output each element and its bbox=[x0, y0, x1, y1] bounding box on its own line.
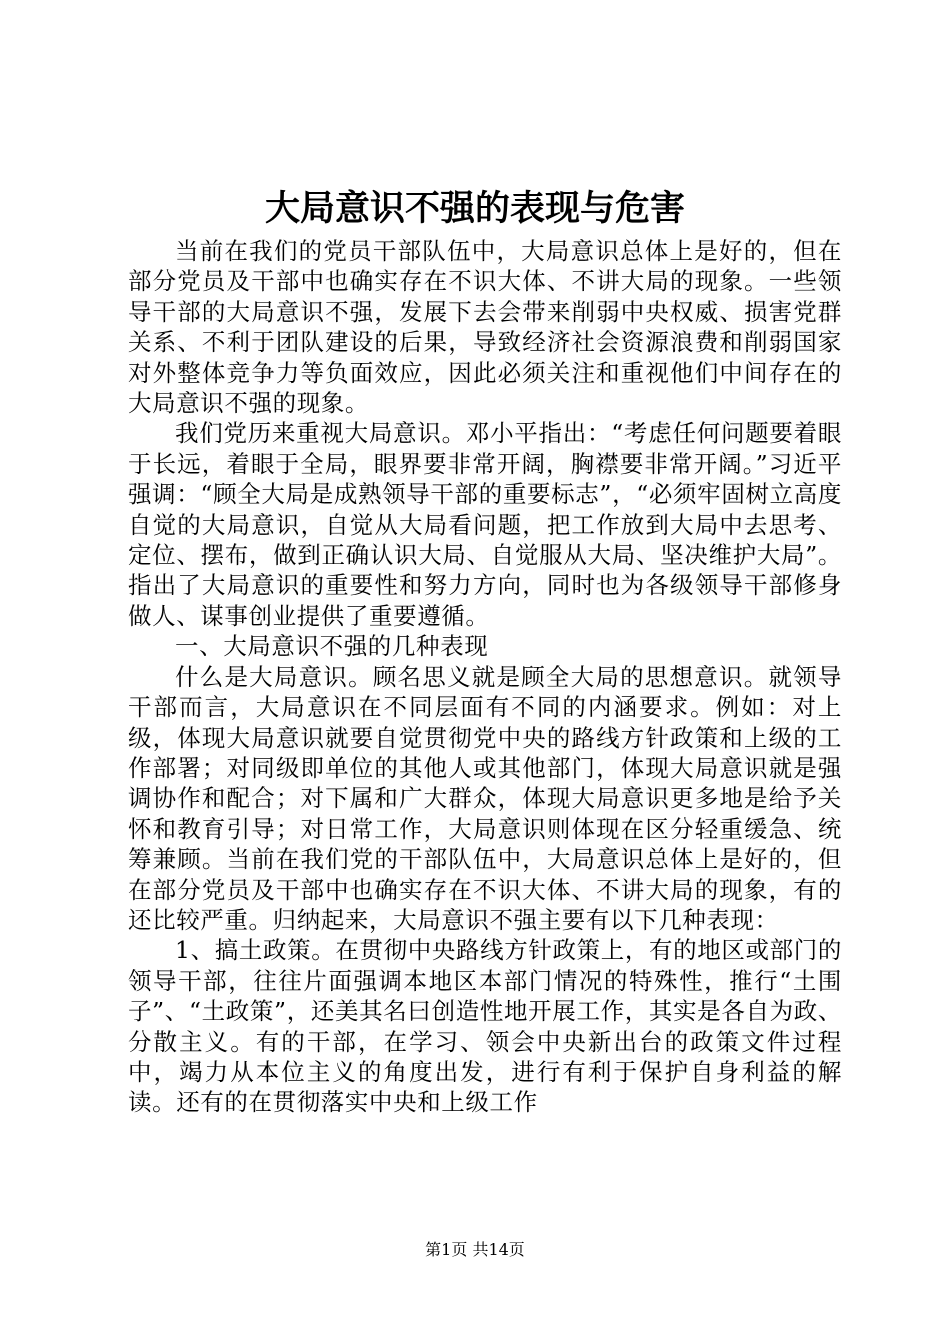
document-title: 大局意识不强的表现与危害 bbox=[264, 188, 685, 229]
paragraph-history: 我们党历来重视大局意识。邓小平指出：“考虑任何问题要着眼于长远，着眼于全局，眼界要非常开阔，胸襟要非常开阔。”习近平强调：“顾全大局是成熟领导干部的重要标志”，“必须牢固树立高度自觉的大局意识，自觉从大局看问题，把工作放到大局中去思考、定位、摆布，做到正确认识大局、自觉服从大局、坚决维护大局”。指出了大局意识的重要性和努力方向，同时也为各级领导干部修身做人、谋事创业提供了重要遵循。 bbox=[128, 419, 842, 630]
document-body bbox=[128, 236, 842, 1118]
paragraph-intro: 当前在我们的党员干部队伍中，大局意识总体上是好的，但在部分党员及干部中也确实存在不识大体、不讲大局的现象。一些领导干部的大局意识不强，发展下去会带来削弱中央权威、损害党群关系、不利于团队建设的后果，导致经济社会资源浪费和削弱国家对外整体竞争力等负面效应，因此必须关注和重视他们中间存在的大局意识不强的现象。 bbox=[128, 237, 842, 418]
page-number-footer: 第1页 共14页 bbox=[425, 1240, 525, 1259]
paragraph-point-1: 1、搞土政策。在贯彻中央路线方针政策上，有的地区或部门的领导干部，往往片面强调本地区本部门情况的特殊性，推行“土围子”、“土政策”，还美其名曰创造性地开展工作，其实是各自为政、分散主义。有的干部，在学习、领会中央新出台的政策文件过程中，竭力从本位主义的角度出发，进行有利于保护自身利益的解读。还有的在贯彻落实中央和上级工作 bbox=[128, 936, 842, 1117]
section-heading: 一、大局意识不强的几种表现 bbox=[175, 632, 489, 661]
paragraph-definition: 什么是大局意识。顾名思义就是顾全大局的思想意识。就领导干部而言，大局意识在不同层面有不同的内涵要求。例如：对上级，体现大局意识就要自觉贯彻党中央的路线方针政策和上级的工作部署；对同级即单位的其他人或其他部门，体现大局意识就是强调协作和配合；对下属和广大群众，体现大局意识更多地是给予关怀和教育引导；对日常工作，大局意识则体现在区分轻重缓急、统筹兼顾。当前在我们党的干部队伍中，大局意识总体上是好的，但在部分党员及干部中也确实存在不识大体、不讲大局的现象，有的还比较严重。归纳起来，大局意识不强主要有以下几种表现： bbox=[128, 662, 842, 934]
